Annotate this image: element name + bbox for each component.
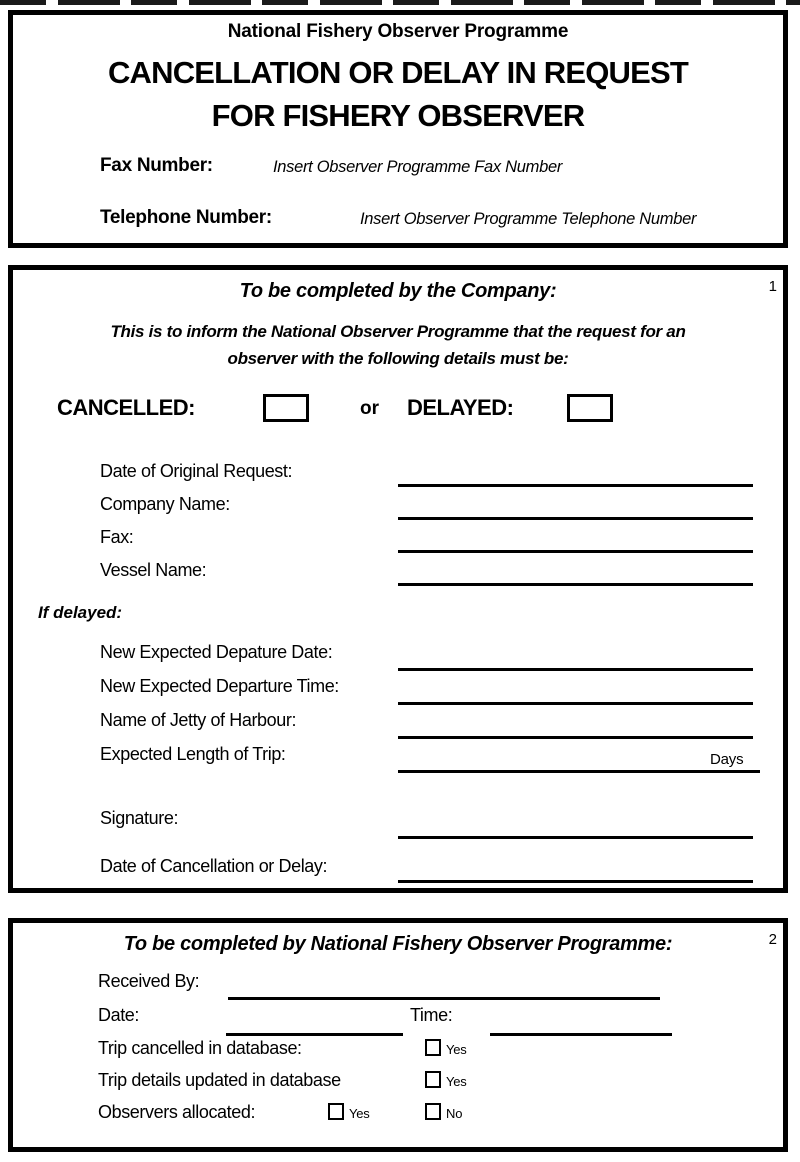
delayed-label: DELAYED:: [407, 395, 514, 420]
received-by-label: Received By:: [98, 971, 200, 991]
programme-title: National Fishery Observer Programme: [227, 21, 569, 42]
expected-length-of-trip-line[interactable]: [398, 770, 760, 773]
date-of-original-request-line[interactable]: [398, 484, 753, 487]
trip-details-updated-label: Trip details updated in database: [98, 1070, 341, 1090]
vessel-name-line[interactable]: [398, 583, 753, 586]
new-expected-departure-date-line[interactable]: [398, 668, 753, 671]
scan-artifact: [0, 0, 800, 5]
observers-allocated-no-checkbox[interactable]: [425, 1103, 441, 1120]
if-delayed-label: If delayed:: [38, 603, 123, 622]
name-of-jetty-of-harbour-line[interactable]: [398, 736, 753, 739]
date-label: Date:: [98, 1005, 140, 1025]
company-name-line[interactable]: [398, 517, 753, 520]
trip-cancelled-yes-checkbox[interactable]: [425, 1039, 441, 1056]
signature-line[interactable]: [398, 836, 753, 839]
date-line[interactable]: [226, 1033, 403, 1036]
trip-cancelled-label: Trip cancelled in database:: [98, 1038, 302, 1058]
or-label: or: [360, 398, 379, 419]
office-section-page-number: 2: [768, 931, 777, 948]
telephone-number-value: Insert Observer Programme Telephone Number: [360, 210, 697, 228]
trip-cancelled-yes-label: Yes: [446, 1042, 467, 1057]
telephone-number-label: Telephone Number:: [100, 207, 272, 228]
header-section: [8, 10, 788, 248]
delayed-checkbox[interactable]: [567, 394, 613, 422]
company-section-title: To be completed by the Company:: [239, 280, 557, 302]
fax-number-label: Fax Number:: [100, 155, 213, 176]
instruction-line2: observer with the following details must be:: [227, 349, 569, 368]
cancelled-label: CANCELLED:: [57, 395, 195, 420]
days-suffix-label: Days: [710, 751, 744, 768]
company-section-page-number: 1: [768, 278, 777, 295]
observers-allocated-label: Observers allocated:: [98, 1102, 256, 1122]
signature-label: Signature:: [100, 808, 179, 828]
received-by-line[interactable]: [228, 997, 660, 1000]
expected-length-of-trip-label: Expected Length of Trip:: [100, 744, 286, 764]
cancelled-checkbox[interactable]: [263, 394, 309, 422]
date-of-cancellation-or-delay-line[interactable]: [398, 880, 753, 883]
observers-allocated-yes-checkbox[interactable]: [328, 1103, 344, 1120]
instruction-line1: This is to inform the National Observer Programme that the request for an: [110, 322, 686, 341]
vessel-name-label: Vessel Name:: [100, 560, 207, 580]
form-title: [13, 51, 783, 137]
form-title-line1: CANCELLATION OR DELAY IN REQUEST: [107, 55, 689, 90]
fax-line[interactable]: [398, 550, 753, 553]
company-name-label: Company Name:: [100, 494, 230, 514]
office-section: [8, 918, 788, 1152]
office-section-title: To be completed by National Fishery Observer Programme:: [123, 933, 673, 955]
trip-details-updated-yes-label: Yes: [446, 1074, 467, 1089]
new-expected-departure-time-line[interactable]: [398, 702, 753, 705]
date-of-cancellation-or-delay-label: Date of Cancellation or Delay:: [100, 856, 328, 876]
name-of-jetty-of-harbour-label: Name of Jetty of Harbour:: [100, 710, 297, 730]
observers-allocated-yes-label: Yes: [349, 1106, 370, 1121]
time-line[interactable]: [490, 1033, 672, 1036]
company-section: [8, 265, 788, 893]
form-title-line2: FOR FISHERY OBSERVER: [211, 98, 585, 133]
date-of-original-request-label: Date of Original Request:: [100, 461, 293, 481]
fax-number-value: Insert Observer Programme Fax Number: [273, 158, 563, 176]
observers-allocated-no-label: No: [446, 1106, 463, 1121]
time-label: Time:: [410, 1005, 453, 1025]
new-expected-departure-date-label: New Expected Depature Date:: [100, 642, 333, 662]
new-expected-departure-time-label: New Expected Departure Time:: [100, 676, 339, 696]
fax-label: Fax:: [100, 527, 134, 547]
trip-details-updated-yes-checkbox[interactable]: [425, 1071, 441, 1088]
